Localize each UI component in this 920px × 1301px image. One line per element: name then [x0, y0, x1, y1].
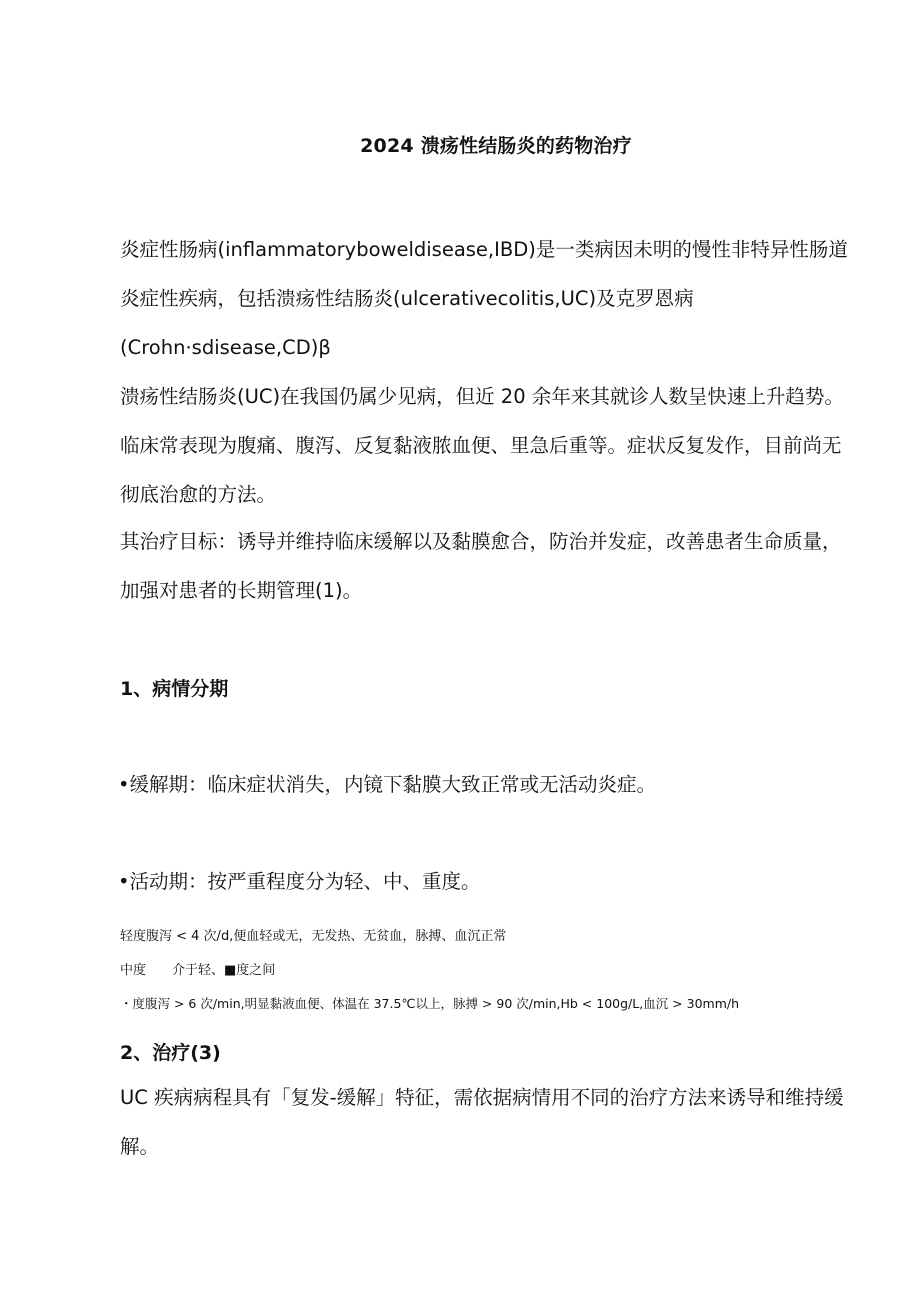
intro-paragraph	[120, 225, 880, 372]
para3-line-2: 加强对患者的长期管理(1)。	[120, 579, 363, 602]
moderate-label: 中度	[120, 963, 147, 978]
para2-line-2: 临床常表现为腹痛、腹泻、反复黏液脓血便、里急后重等。症状反复发作，目前尚无	[120, 434, 842, 457]
para2-line-1: 溃疡性结肠炎(UC)在我国仍属少见病，但近 20 余年来其就诊人数呈快速上升趋势。	[120, 385, 844, 408]
document-title: 2024 溃疡性结肠炎的药物治疗	[360, 135, 632, 157]
remission-bullet: •缓解期：临床症状消失，内镜下黏膜大致正常或无活动炎症。	[118, 773, 657, 796]
moderate-description: 介于轻、■度之间	[172, 963, 276, 978]
section1-heading: 1、病情分期	[120, 678, 229, 700]
section2-heading: 2、治疗(3)	[120, 1042, 221, 1064]
active-bullet: •活动期：按严重程度分为轻、中、重度。	[118, 870, 481, 893]
uc-prevalence-paragraph	[120, 372, 880, 519]
treatment-goal-paragraph	[120, 517, 880, 615]
moderate-severity-row	[120, 959, 275, 978]
para2-line-3: 彻底治愈的方法。	[120, 483, 277, 506]
intro-line-3: (Crohn·sdisease,CD)β	[120, 336, 331, 359]
section2-paragraph	[120, 1073, 880, 1171]
severe-severity-row: ・度腹泻 > 6 次/min,明显黏液血便、体温在 37.5℃以上，脉搏 > 90 次/min,Hb < 100g/L,血沉 > 30mm/h	[120, 996, 740, 1011]
intro-line-2: 炎症性疾病，包括溃疡性结肠炎(ulcerativecolitis,UC)及克罗恩病	[120, 287, 694, 310]
mild-severity-row: 轻度腹泻 < 4 次/d,便血轻或无，无发热、无贫血，脉搏、血沉正常	[120, 929, 507, 944]
intro-line-1: 炎症性肠病(inflammatoryboweldisease,IBD)是一类病因未明的慢性非特异性肠道	[120, 238, 848, 261]
section2-line-2: 解。	[120, 1135, 160, 1158]
section2-line-1: UC 疾病病程具有「复发-缓解」特征，需依据病情用不同的治疗方法来诱导和维持缓	[120, 1086, 844, 1109]
para3-line-1: 其治疗目标：诱导并维持临床缓解以及黏膜愈合，防治并发症，改善患者生命质量，	[120, 530, 842, 553]
